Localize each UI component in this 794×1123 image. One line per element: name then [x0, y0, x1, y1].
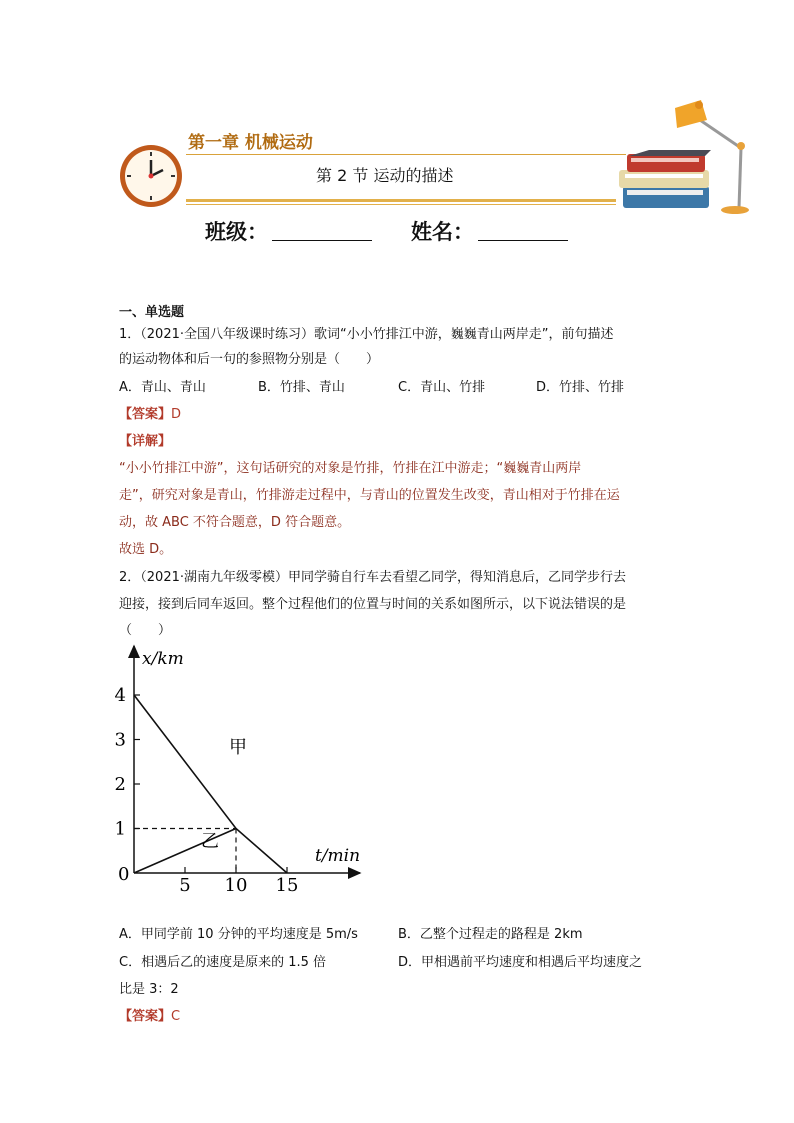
q1-option-b: B．竹排、青山	[258, 380, 345, 395]
class-blank[interactable]	[272, 240, 372, 241]
books-lamp-icon	[615, 98, 755, 216]
q1-stem-line1: 1．（2021·全国八年级课时练习）歌词“小小竹排江中游，巍巍青山两岸走”，前句描述	[119, 327, 614, 342]
answer-value: C	[171, 1009, 181, 1024]
header-rule-thick	[186, 199, 616, 202]
y-tick-label: 3	[114, 729, 126, 751]
chapter-title: 第一章 机械运动	[188, 133, 313, 153]
position-time-graph	[110, 640, 370, 895]
q2-answer	[119, 1005, 180, 1024]
answer-label: 【答案】	[119, 1009, 172, 1024]
q1-option-a: A．青山、青山	[119, 380, 206, 395]
section-heading: 一、单选题	[119, 305, 185, 320]
y-tick-label: 1	[114, 818, 126, 840]
q1-conclusion: 故选 D。	[119, 542, 173, 557]
q2-stem-line2: 迎接，接到后同车返回。整个过程他们的位置与时间的关系如图所示，以下说法错误的是	[119, 597, 627, 612]
q1-option-c: C．青山、竹排	[398, 380, 486, 395]
q1-explain-line1: “小小竹排江中游”，这句话研究的对象是竹排，竹排在江中游走；“巍巍青山两岸	[119, 461, 582, 476]
q1-explain-line3: 动，故 ABC 不符合题意，D 符合题意。	[119, 515, 351, 530]
name-label: 姓名：	[411, 220, 474, 244]
q2-stem-line3: （ ）	[119, 623, 172, 638]
answer-value: D	[171, 407, 182, 422]
q1-stem-line2: 的运动物体和后一句的参照物分别是（ ）	[119, 352, 380, 367]
q2-option-d-cont: 比是 3：2	[119, 982, 179, 997]
y-tick-label: 2	[114, 774, 126, 795]
series-label-1: 甲	[229, 736, 247, 758]
clock-icon	[118, 143, 184, 209]
header-rule	[186, 154, 626, 155]
q1-option-d: D．竹排、竹排	[536, 380, 625, 395]
header-rule-thin	[186, 204, 616, 205]
q1-answer	[119, 403, 181, 422]
x-tick-label: 5	[179, 875, 191, 895]
series-label-2: 乙	[201, 830, 219, 852]
name-blank[interactable]	[478, 240, 568, 241]
q2-stem-line1: 2．（2021·湖南九年级零模）甲同学骑自行车去看望乙同学，得知消息后，乙同学步行去	[119, 570, 626, 585]
q1-explain-line2: 走”，研究对象是青山，竹排游走过程中，与青山的位置发生改变，青山相对于竹排在运	[119, 488, 620, 503]
answer-label: 【答案】	[119, 407, 172, 422]
q1-detail-label: 【详解】	[119, 434, 172, 449]
x-tick-label: 15	[275, 875, 299, 895]
section-title: 第 2 节 运动的描述	[316, 166, 454, 185]
q2-option-c: C．相遇后乙的速度是原来的 1.5 倍	[119, 955, 327, 970]
y-tick-label: 4	[114, 685, 126, 706]
q2-option-a: A．甲同学前 10 分钟的平均速度是 5m/s	[119, 927, 358, 942]
origin-label: 0	[118, 864, 130, 885]
y-axis-label: x/km	[142, 649, 184, 669]
q2-option-d: D．甲相遇前平均速度和相遇后平均速度之	[398, 955, 643, 970]
x-tick-label: 10	[224, 875, 248, 895]
class-label: 班级：	[205, 220, 268, 244]
q2-option-b: B．乙整个过程走的路程是 2km	[398, 927, 583, 942]
series-line-2	[134, 829, 236, 874]
x-axis-label: t/min	[315, 846, 361, 866]
